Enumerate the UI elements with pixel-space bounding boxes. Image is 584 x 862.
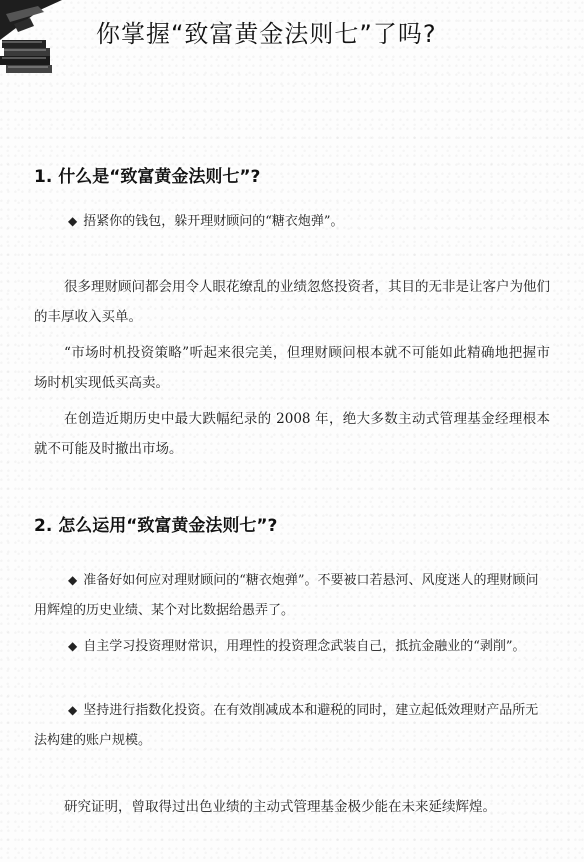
bullet-text: 自主学习投资理财常识，用理性的投资理念武装自己，抵抗金融业的“剥削”。 [83,639,526,654]
diamond-icon: ◆ [68,703,78,717]
closing-paragraph: 研究证明，曾取得过出色业绩的主动式管理基金极少能在未来延续辉煌。 [64,799,496,815]
diamond-icon: ◆ [68,639,78,653]
section1-paragraph-3: 在创造近期历史中最大跌幅纪录的 2008 年，绝大多数主动式管理基金经理根本就不可能及时撤出市场。 [34,411,550,457]
section2-bullet-1 [34,565,550,626]
bullet-text: 准备好如何应对理财顾问的“糖衣炮弹”。不要被口若悬河、风度迷人的理财顾问用辉煌的历史业绩、某个对比数据给愚弄了。 [34,573,539,618]
diamond-icon: ◆ [68,214,78,228]
section-heading-2: 2. 怎么运用“致富黄金法则七”? [34,516,278,536]
bullet-text: 坚持进行指数化投资。在有效削减成本和避税的同时，建立起低效理财产品所无法构建的账户规模。 [34,703,539,748]
section1-bullet [34,206,550,237]
section2-bullet-2 [34,631,550,662]
section-heading-1: 1. 什么是“致富黄金法则七”? [34,167,261,187]
section1-paragraph-2: “市场时机投资策略”听起来很完美，但理财顾问根本就不可能如此精确地把握市场时机实现低买高卖。 [34,345,550,391]
page-title: 你掌握“致富黄金法则七”了吗? [96,20,437,48]
diamond-icon: ◆ [68,573,78,587]
section2-bullet-3 [34,695,550,756]
bullet-text: 捂紧你的钱包，躲开理财顾问的“糖衣炮弹”。 [83,214,344,229]
money-stack-icon [0,0,62,78]
section1-paragraph-1: 很多理财顾问都会用令人眼花缭乱的业绩忽悠投资者，其目的无非是让客户为他们的丰厚收入买单。 [34,279,550,325]
